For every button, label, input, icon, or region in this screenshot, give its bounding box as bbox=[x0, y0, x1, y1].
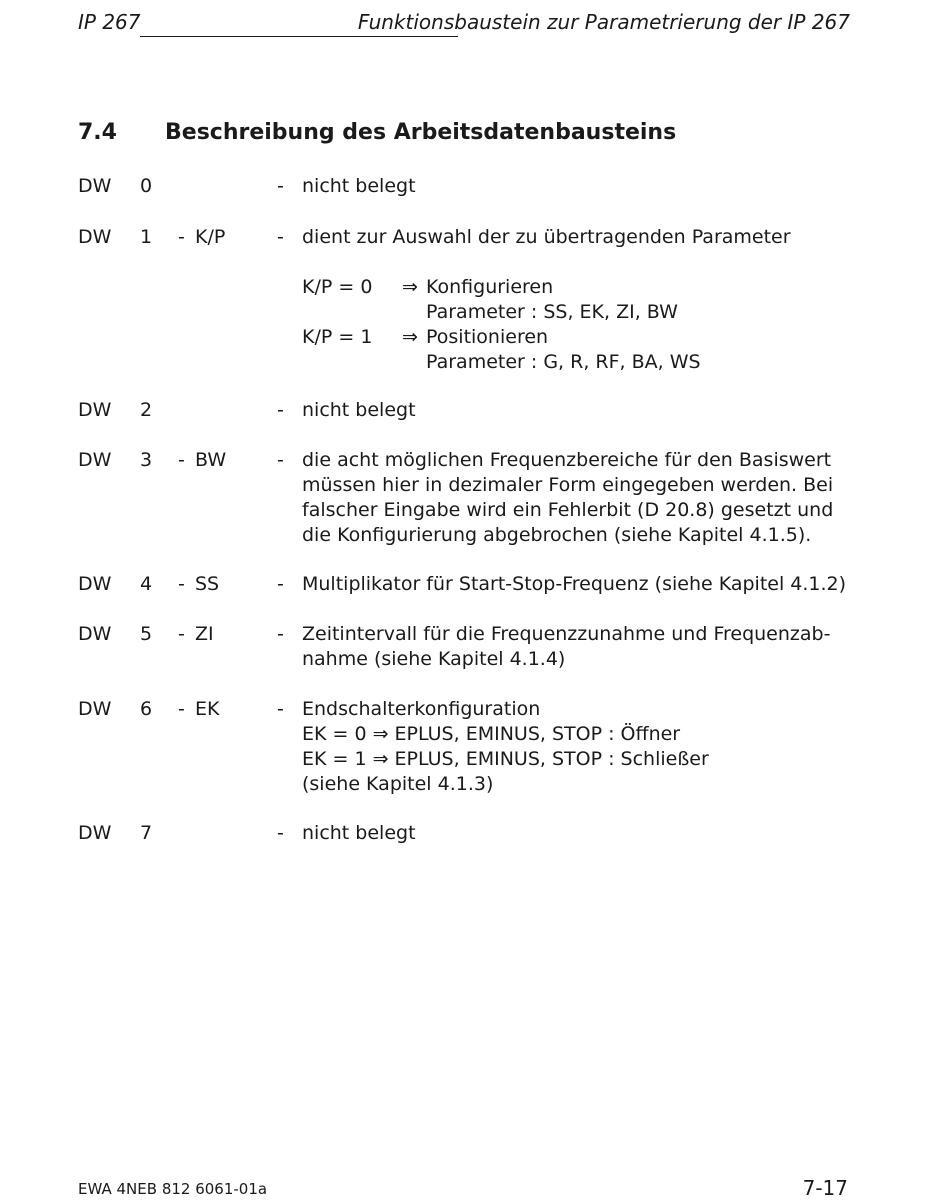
dw-label: DW bbox=[78, 822, 112, 844]
dw-description bbox=[302, 448, 857, 548]
dw-description bbox=[302, 622, 857, 672]
desc-line: Zeitintervall für die Frequenzzunahme und Frequenzab- bbox=[302, 623, 831, 645]
desc-line: EK = 1 ⇒ EPLUS, EMINUS, STOP : Schließer bbox=[302, 748, 709, 770]
option-text: Positionieren bbox=[426, 326, 549, 348]
dw-label: DW bbox=[78, 399, 112, 421]
header-rule bbox=[140, 36, 458, 37]
desc-line: müssen hier in dezimaler Form eingegeben werden. Bei bbox=[302, 474, 834, 496]
dw-param: EK bbox=[195, 698, 220, 720]
dash: - bbox=[277, 399, 284, 421]
dw-param: ZI bbox=[195, 623, 214, 645]
desc-line: nicht belegt bbox=[302, 822, 416, 844]
option-params: Parameter : G, R, RF, BA, WS bbox=[426, 351, 701, 373]
dw-description bbox=[302, 697, 857, 797]
option-label: K/P = 0 bbox=[302, 276, 373, 298]
dash: - bbox=[277, 623, 284, 645]
desc-line: Endschalterkonfiguration bbox=[302, 698, 541, 720]
section-title: Beschreibung des Arbeitsdatenbausteins bbox=[165, 120, 677, 145]
dash: - bbox=[277, 822, 284, 844]
footer-doc-id: EWA 4NEB 812 6061-01a bbox=[78, 1180, 268, 1198]
desc-line: nicht belegt bbox=[302, 399, 416, 421]
dw-number: 6 bbox=[140, 698, 153, 720]
dash: - bbox=[277, 226, 284, 248]
footer-page-number: 7-17 bbox=[802, 1176, 848, 1200]
dw-label: DW bbox=[78, 623, 112, 645]
option-text: Konfigurieren bbox=[426, 276, 554, 298]
dw-label: DW bbox=[78, 449, 112, 471]
desc-line: (siehe Kapitel 4.1.3) bbox=[302, 773, 494, 795]
dw-number: 0 bbox=[140, 175, 153, 197]
page-header bbox=[78, 10, 850, 40]
dw-number: 5 bbox=[140, 623, 153, 645]
header-left: IP 267 bbox=[78, 10, 141, 34]
desc-line: die Konfigurierung abgebrochen (siehe Kapitel 4.1.5). bbox=[302, 524, 812, 546]
param-dash: - bbox=[178, 573, 185, 595]
dw-description bbox=[302, 398, 857, 423]
dw-param: SS bbox=[195, 573, 220, 595]
dw-param: K/P bbox=[195, 226, 226, 248]
dw-param: BW bbox=[195, 449, 227, 471]
dw-description bbox=[302, 174, 857, 199]
dash: - bbox=[277, 698, 284, 720]
desc-line: Multiplikator für Start-Stop-Frequenz (siehe Kapitel 4.1.2) bbox=[302, 573, 847, 595]
desc-line: dient zur Auswahl der zu übertragenden Parameter bbox=[302, 226, 791, 248]
section-number: 7.4 bbox=[78, 120, 117, 145]
dw-label: DW bbox=[78, 573, 112, 595]
implies-arrow: ⇒ bbox=[402, 276, 418, 298]
param-dash: - bbox=[178, 449, 185, 471]
desc-line: nahme (siehe Kapitel 4.1.4) bbox=[302, 648, 566, 670]
desc-line: nicht belegt bbox=[302, 175, 416, 197]
implies-arrow: ⇒ bbox=[402, 326, 418, 348]
desc-line: EK = 0 ⇒ EPLUS, EMINUS, STOP : Öffner bbox=[302, 723, 681, 745]
dash: - bbox=[277, 573, 284, 595]
option-params: Parameter : SS, EK, ZI, BW bbox=[426, 301, 678, 323]
option-label: K/P = 1 bbox=[302, 326, 373, 348]
dw-number: 1 bbox=[140, 226, 153, 248]
dash: - bbox=[277, 449, 284, 471]
kp-options bbox=[302, 275, 857, 375]
dw-label: DW bbox=[78, 698, 112, 720]
param-dash: - bbox=[178, 226, 185, 248]
dw-number: 4 bbox=[140, 573, 153, 595]
desc-line: falscher Eingabe wird ein Fehlerbit (D 20.8) gesetzt und bbox=[302, 499, 834, 521]
dash: - bbox=[277, 175, 284, 197]
dw-description bbox=[302, 821, 857, 846]
header-right: Funktionsbaustein zur Parametrierung der IP 267 bbox=[357, 10, 850, 34]
dw-label: DW bbox=[78, 226, 112, 248]
param-dash: - bbox=[178, 698, 185, 720]
dw-number: 2 bbox=[140, 399, 153, 421]
dw-description bbox=[302, 572, 857, 597]
dw-number: 3 bbox=[140, 449, 153, 471]
dw-number: 7 bbox=[140, 822, 153, 844]
dw-description bbox=[302, 225, 857, 375]
desc-line: die acht möglichen Frequenzbereiche für den Basiswert bbox=[302, 449, 832, 471]
param-dash: - bbox=[178, 623, 185, 645]
dw-label: DW bbox=[78, 175, 112, 197]
